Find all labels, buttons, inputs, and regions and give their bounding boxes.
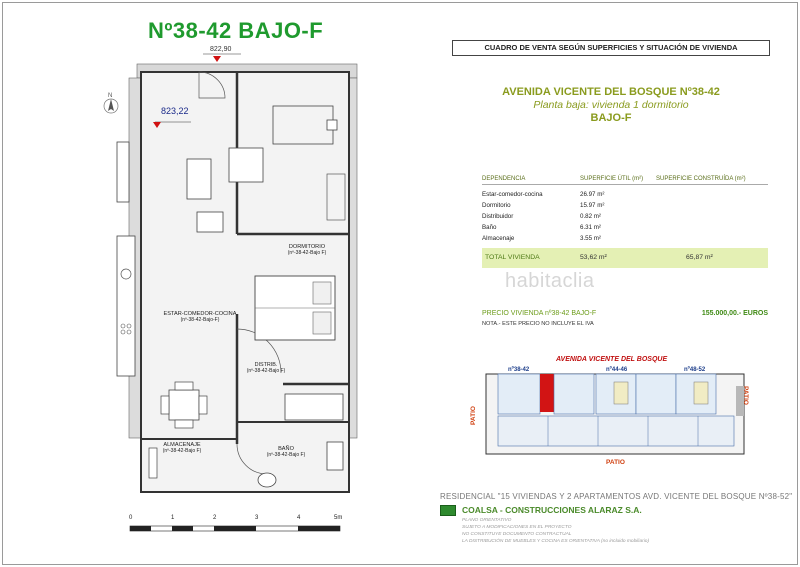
column-header: DEPENDENCIA xyxy=(482,176,526,182)
patio-label: PATIO xyxy=(606,459,625,466)
column-header: SUPERFICIE ÚTIL (m²) xyxy=(580,176,644,182)
disclaimer-line: SUJETO A MODIFICACIONES EN EL PROYECTO xyxy=(462,525,572,530)
row-useful: 3.55 m² xyxy=(580,235,601,242)
total-row xyxy=(482,248,768,268)
armchair xyxy=(229,148,263,182)
room-storage xyxy=(137,442,227,454)
row-useful: 0.82 m² xyxy=(580,213,601,220)
row-useful: 15.97 m² xyxy=(580,202,605,209)
kitchen-counter xyxy=(117,236,135,376)
watermark: habitaclia xyxy=(505,270,595,292)
washbasin xyxy=(258,473,276,487)
block-label: nº44-46 xyxy=(606,367,628,373)
room-ref: (nº-38-42-Bajo F) xyxy=(266,452,306,458)
scale-label: 1 xyxy=(171,515,175,521)
development-name: RESIDENCIAL "15 VIVIENDAS Y 2 APARTAMENTOS AVD. VICENTE DEL BOSQUE Nº38-52" xyxy=(440,492,793,501)
row-name: Estar-comedor-cocina xyxy=(482,191,543,198)
panel-header: CUADRO DE VENTA SEGÚN SUPERFICIES Y SITUACIÓN DE VIVIENDA xyxy=(452,40,770,56)
row-name: Baño xyxy=(482,224,497,231)
room-ref: (nº-38-42-Bajo F) xyxy=(287,250,327,256)
dimension-left: 823,22 xyxy=(161,106,189,116)
address-line: AVENIDA VICENTE DEL BOSQUE Nº38-42 xyxy=(502,86,720,98)
patio-label: PATIO xyxy=(469,406,477,425)
room-name: ESTAR-COMEDOR-COCINA xyxy=(163,311,237,317)
row-useful: 6.31 m² xyxy=(580,224,601,231)
disclaimer-line: NO CONSTITUYE DOCUMENTO CONTRACTUAL xyxy=(462,532,572,537)
address-subtitle: Planta baja: vivienda 1 dormitorio xyxy=(533,99,689,111)
room-ref: (nº-38-42-Bajo F) xyxy=(162,448,202,454)
table-row xyxy=(482,200,768,211)
room-name: BAÑO xyxy=(278,446,294,452)
dining-table xyxy=(169,390,199,420)
total-label: TOTAL VIVIENDA xyxy=(485,254,540,261)
price-note: NOTA.- ESTE PRECIO NO INCLUYE EL IVA xyxy=(482,321,594,327)
room-distributor xyxy=(236,362,296,374)
table-row xyxy=(482,211,768,222)
pouf xyxy=(197,212,223,232)
north-arrow-icon xyxy=(104,93,118,113)
row-useful: 26.97 m² xyxy=(580,191,605,198)
surface-table xyxy=(482,176,768,268)
company-name: COALSA - CONSTRUCCIONES ALARAZ S.A. xyxy=(462,505,642,515)
disclaimer-line: LA DISTRIBUCIÓN DE MUEBLES Y COCINA ES ORIENTATIVA (no incluido mobiliario) xyxy=(462,539,650,544)
svg-text:N: N xyxy=(108,93,113,99)
sofa xyxy=(117,142,129,202)
row-name: Almacenaje xyxy=(482,235,515,242)
coalsa-logo-icon xyxy=(440,505,456,516)
scale-label: 4 xyxy=(297,515,301,521)
total-built: 65,87 m² xyxy=(686,254,713,261)
table-row xyxy=(482,222,768,233)
scale-label: 5m xyxy=(334,515,343,521)
room-bedroom xyxy=(262,244,352,256)
bathtub xyxy=(285,394,343,420)
scale-label: 2 xyxy=(213,515,217,521)
room-bathroom xyxy=(246,446,326,458)
price-line xyxy=(482,310,768,317)
scale-bar xyxy=(128,522,348,534)
room-name: DORMITORIO xyxy=(288,244,326,250)
patio-label: PATIO xyxy=(741,386,749,405)
coffee-table xyxy=(187,159,211,199)
toilet xyxy=(327,442,343,470)
block-label: nº48-52 xyxy=(684,367,706,373)
block-label: nº38-42 xyxy=(508,367,530,373)
table-header xyxy=(482,176,768,185)
room-ref: (nº-38-42-Bajo-F) xyxy=(180,317,220,323)
row-name: Dormitorio xyxy=(482,202,511,209)
row-name: Distribuidor xyxy=(482,213,514,220)
site-plan xyxy=(478,356,750,468)
unit-title: Nº38-42 BAJO-F xyxy=(148,18,324,43)
room-ref: (nº-38-42-Bajo F) xyxy=(246,368,286,374)
price-value: 155.000,00.- EUROS xyxy=(701,310,768,317)
table-row xyxy=(482,189,768,200)
disclaimer-line: PLANO ORIENTATIVO xyxy=(462,518,512,523)
room-name: ALMACENAJE xyxy=(163,442,201,448)
level-marker-icon xyxy=(213,56,221,62)
street-label: AVENIDA VICENTE DEL BOSQUE xyxy=(556,356,668,363)
dimension-top: 822,90 xyxy=(210,46,232,53)
address-unit: BAJO-F xyxy=(590,112,632,124)
room-name: DISTRIB. xyxy=(254,362,278,368)
scale-label: 0 xyxy=(129,515,133,521)
scale-label: 3 xyxy=(255,515,259,521)
room-living xyxy=(140,311,260,323)
table-row xyxy=(482,233,768,244)
price-label: PRECIO VIVIENDA nº38-42 BAJO-F xyxy=(482,310,597,317)
column-header: SUPERFICIE CONSTRUÍDA (m²) xyxy=(656,176,746,182)
total-useful: 53,62 m² xyxy=(580,254,607,261)
